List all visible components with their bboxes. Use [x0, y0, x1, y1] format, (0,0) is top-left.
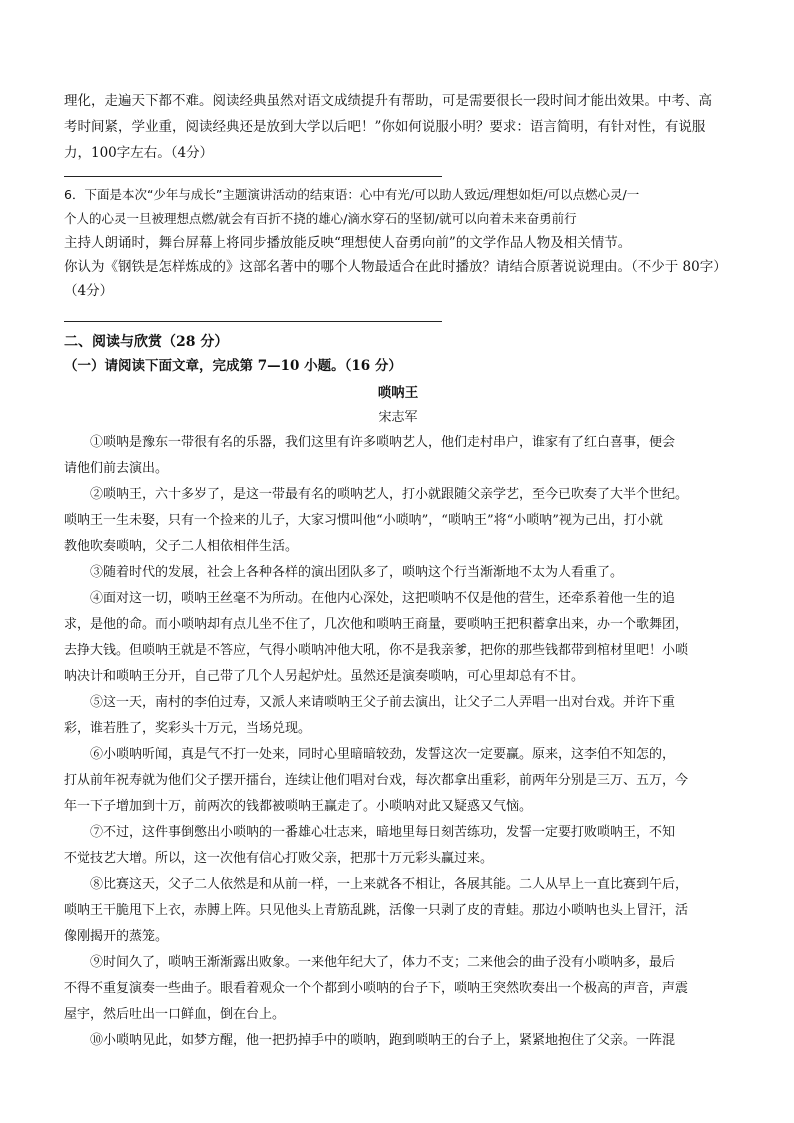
text-line: ⑧比赛这天，父子二人依然是和从前一样，一上来就各不相让，各展其能。二人从早上一直比赛到午后， [90, 877, 689, 892]
text-line: 请他们前去演出。 [64, 461, 169, 476]
text-line: ⑦不过，这件事倒憋出小唢呐的一番雄心壮志来，暗地里每日刻苦练功，发誓一定要打败唢呐王，不知 [90, 825, 676, 840]
text-line: 屋宇，然后吐出一口鲜血，倒在台上。 [64, 1007, 286, 1022]
text-line: ③随着时代的发展，社会上各种各样的演出团队多了，唢呐这个行当渐渐地不太为人看重了。 [90, 565, 624, 580]
text-line: ②唢呐王，六十多岁了，是这一带最有名的唢呐艺人，打小就跟随父亲学艺，至今已吹奏了大半个世纪。 [90, 487, 689, 502]
text-line: 像刚揭开的蒸笼。 [64, 929, 169, 944]
text-line: 不得不重复演奏一些曲子。眼看着观众一个个都到小唢呐的台子下，唢呐王突然吹奏出一个极高的声音，声震 [64, 981, 689, 996]
question-6 [64, 183, 732, 303]
article-body [64, 430, 732, 1054]
text-line: 唢呐王干脆甩下上衣，赤膊上阵。只见他头上青筋乱跳，活像一只剥了皮的青蛙。那边小唢呐也头上冒汗，活 [64, 903, 689, 918]
exam-page [64, 88, 732, 1054]
text-line: 教他吹奏唢呐，父子二人相依相伴生活。 [64, 539, 299, 554]
answer-line [64, 321, 442, 322]
paragraph [64, 950, 732, 1028]
text-line: 去挣大钱。但唢呐王就是不答应，气得小唢呐冲他大吼，你不是我亲爹，把你的那些钱都带到棺材里吧！小唢 [64, 643, 689, 658]
article-author: 宋志军 [378, 410, 418, 425]
text-line: ①唢呐是豫东一带很有名的乐器，我们这里有许多唢呐艺人，他们走村串户，谁家有了红白喜事，便会 [90, 435, 676, 450]
text-line: 力，100字左右。（4分） [64, 145, 214, 161]
answer-line [64, 176, 442, 177]
text-line: ⑤这一天，南村的李伯过寿，又派人来请唢呐王父子前去演出，让父子二人弄唱一出对台戏。并许下重 [90, 695, 676, 710]
text-line: ⑥小唢呐听闻，真是气不打一处来，同时心里暗暗较劲，发誓这次一定要赢。原来，这李伯不知怎的， [90, 747, 676, 762]
paragraph [64, 430, 732, 482]
paragraph [64, 560, 732, 586]
text-line: 考时间紧，学业重，阅读经典还是放到大学以后吧！”你如何说服小明？要求：语言简明，有针对性，有说服 [64, 119, 706, 135]
text-line: 6．下面是本次“少年与成长”主题演讲活动的结束语：心中有光/可以助人致远/理想如炬/可以点燃心灵/一 [64, 187, 640, 202]
text-line: 理化，走遍天下都不难。阅读经典虽然对语文成绩提升有帮助，可是需要很长一段时间才能出效果。中考、高 [64, 93, 712, 109]
text-line: ④面对这一切，唢呐王丝毫不为所动。在他内心深处，这把唢呐不仅是他的营生，还牵系着他一生的追 [90, 591, 676, 606]
text-line: 个人的心灵一旦被理想点燃/就会有百折不挠的雄心/滴水穿石的坚韧/就可以向着未来奋勇前行 [64, 211, 577, 226]
article-title: 唢呐王 [377, 385, 419, 401]
paragraph [64, 690, 732, 742]
paragraph [64, 872, 732, 950]
text-line: （4分） [64, 283, 114, 299]
paragraph [64, 742, 732, 820]
subsection-heading: （一）请阅读下面文章，完成第 7—10 小题。（16 分） [64, 358, 402, 374]
text-line: 唢呐王一生未娶，只有一个捡来的儿子，大家习惯叫他“小唢呐”，“唢呐王”将“小唢呐”视为己出，打小就 [64, 513, 663, 528]
text-line: 呐决计和唢呐王分开，自己带了几个人另起炉灶。虽然还是演奏唢呐，可心里却总有不甘。 [64, 669, 585, 684]
paragraph [64, 820, 732, 872]
text-line: ⑩小唢呐见此，如梦方醒，他一把扔掉手中的唢呐，跑到唢呐王的台子上，紧紧地抱住了父亲。一阵混 [90, 1033, 676, 1048]
text-line: 打从前年祝寿就为他们父子摆开擂台，连续让他们唱对台戏，每次都拿出重彩，前两年分别是三万、五万，今 [64, 773, 689, 788]
text-line: 彩，谁若胜了，奖彩头十万元，当场兑现。 [64, 721, 312, 736]
paragraph [64, 482, 732, 560]
text-line: 求，是他的命。而小唢呐却有点儿坐不住了，几次他和唢呐王商量，要唢呐王把积蓄拿出来，办一个歌舞团， [64, 617, 689, 632]
text-line: 年一下子增加到十万，前两次的钱都被唢呐王赢走了。小唢呐对此又疑惑又气恼。 [64, 799, 533, 814]
paragraph [64, 586, 732, 690]
text-line: 你认为《钢铁是怎样炼成的》这部名著中的哪个人物最适合在此时播放？请结合原著说说理由。（不少于 80字） [64, 259, 727, 275]
paragraph [64, 1028, 732, 1054]
text-line: 主持人朗诵时，舞台屏幕上将同步播放能反映“理想使人奋勇向前”的文学作品人物及相关情节。 [64, 235, 632, 251]
q5-answer-prompt [64, 88, 732, 166]
section-heading: 二、阅读与欣赏（28 分） [64, 334, 229, 350]
text-line: ⑨时间久了，唢呐王渐渐露出败象。一来他年纪大了，体力不支；二来他会的曲子没有小唢呐多，最后 [90, 955, 676, 970]
text-line: 不觉技艺大增。所以，这一次他有信心打败父亲，把那十万元彩头赢过来。 [64, 851, 494, 866]
